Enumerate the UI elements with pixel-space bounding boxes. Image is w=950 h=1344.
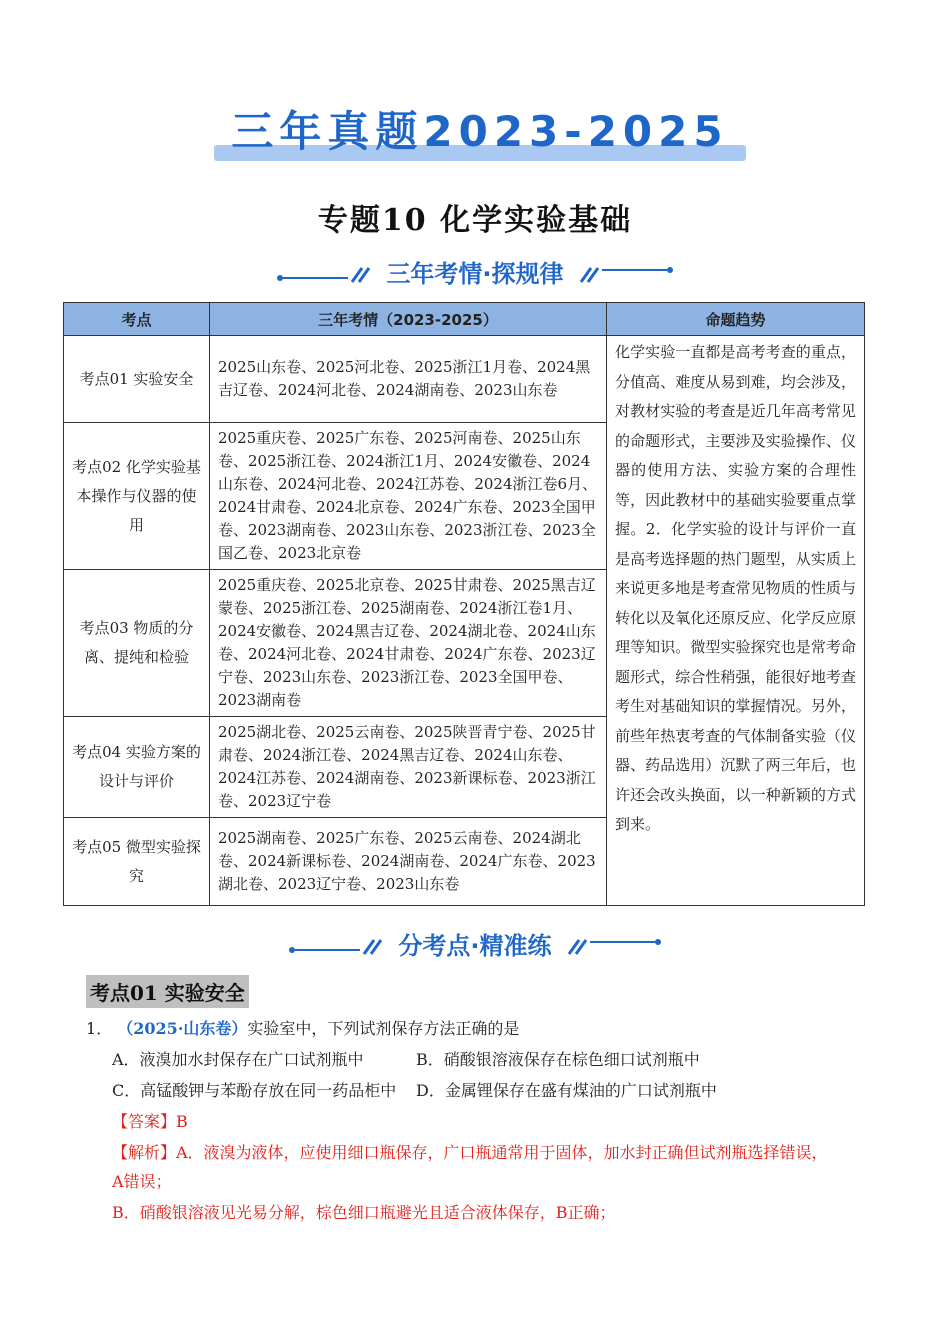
- question-stem: [86, 1017, 519, 1041]
- trend-cell: 化学实验一直都是高考考查的重点，分值高、难度从易到难，均会涉及，对教材实验的考查是近几年高考常见的命题形式，主要涉及实验操作、仪器的使用方法、实验方案的合理性等，因此教材中的基础实验要重点掌握。2．化学实验的设计与评价一直是高考选择题的热门题型，从实质上来说更多地是考查常见物质的性质与转化以及氧化还原反应、化学反应原理等知识。微型实验探究也是常考命题形式，综合性稍强，能很好地考查考生对基础知识的掌握情况。另外，前些年热衷考查的气体制备实验（仪器、药品选用）沉默了两三年后，也许还会改头换面，以一种新颖的方式到来。: [607, 336, 865, 906]
- kaodian-cell: 考点04 实验方案的设计与评价: [64, 717, 210, 818]
- papers-cell: 2025湖北卷、2025云南卷、2025陕晋青宁卷、2025甘肃卷、2024浙江卷、2024黑吉辽卷、2024山东卷、2024江苏卷、2024湖南卷、2023新课标卷、2023浙江卷、2023辽宁卷: [210, 717, 607, 818]
- question-number: 1．: [86, 1019, 113, 1038]
- option-b: B．硝酸银溶液保存在棕色细口试剂瓶中: [416, 1050, 700, 1069]
- papers-cell: 2025重庆卷、2025广东卷、2025河南卷、2025山东卷、2025浙江卷、2024浙江1月、2024安徽卷、2024山东卷、2024河北卷、2024江苏卷、2024浙江卷6月、2024甘肃卷、2024北京卷、2024广东卷、2023全国甲卷、2023湖南卷、2023山东卷、2023浙江卷、2023全国乙卷、2023北京卷: [210, 423, 607, 570]
- right-ornament-icon: [567, 936, 662, 956]
- table-header-row: [64, 303, 865, 336]
- analysis-line: B．硝酸银溶液见光易分解，棕色细口瓶避光且适合液体保存，B正确；: [112, 1203, 616, 1222]
- left-ornament-icon: [276, 264, 371, 284]
- section-title: 分考点·精准练: [398, 932, 552, 960]
- papers-cell: 2025山东卷、2025河北卷、2025浙江1月卷、2024黑吉辽卷、2024河北卷、2024湖南卷、2023山东卷: [210, 336, 607, 423]
- answer: 【答案】B: [112, 1112, 188, 1131]
- kaodian-heading: 考点01 实验安全: [86, 975, 249, 1008]
- table-header: 三年考情（2023-2025）: [210, 303, 607, 336]
- exam-table: [63, 302, 865, 906]
- banner: [214, 103, 746, 161]
- section-heading-practice: [0, 928, 950, 964]
- option-c: C．高锰酸钾与苯酚存放在同一药品柜中: [112, 1081, 397, 1100]
- analysis-line: 【解析】A．液溴为液体，应使用细口瓶保存，广口瓶通常用于固体，加水封正确但试剂瓶选择错误，: [112, 1143, 828, 1162]
- option-a: A．液溴加水封保存在广口试剂瓶中: [112, 1050, 364, 1069]
- analysis-line: A错误；: [112, 1172, 172, 1191]
- right-ornament-icon: [579, 264, 674, 284]
- table-row: [64, 336, 865, 423]
- option-d: D．金属锂保存在盛有煤油的广口试剂瓶中: [416, 1081, 717, 1100]
- subject-title: 专题10 化学实验基础: [317, 203, 633, 238]
- table-header: 考点: [64, 303, 210, 336]
- kaodian-cell: 考点05 微型实验探究: [64, 818, 210, 906]
- question-source: （2025·山东卷）: [117, 1019, 248, 1038]
- table-header: 命题趋势: [607, 303, 865, 336]
- kaodian-cell: 考点01 实验安全: [64, 336, 210, 423]
- question-text: 实验室中，下列试剂保存方法正确的是: [247, 1019, 520, 1038]
- section-title: 三年考情·探规律: [386, 260, 564, 288]
- left-ornament-icon: [288, 936, 383, 956]
- papers-cell: 2025湖南卷、2025广东卷、2025云南卷、2024湖北卷、2024新课标卷、2024湖南卷、2024广东卷、2023湖北卷、2023辽宁卷、2023山东卷: [210, 818, 607, 906]
- banner-title: 三年真题2023-2025: [231, 107, 729, 156]
- kaodian-cell: 考点03 物质的分离、提纯和检验: [64, 570, 210, 717]
- kaodian-cell: 考点02 化学实验基本操作与仪器的使用: [64, 423, 210, 570]
- papers-cell: 2025重庆卷、2025北京卷、2025甘肃卷、2025黑吉辽蒙卷、2025浙江卷、2025湖南卷、2024浙江卷1月、2024安徽卷、2024黑吉辽卷、2024湖北卷、2024山东卷、2024河北卷、2024甘肃卷、2024广东卷、2023辽宁卷、2023山东卷、2023浙江卷、2023全国甲卷、2023湖南卷: [210, 570, 607, 717]
- section-heading-trends: [0, 256, 950, 292]
